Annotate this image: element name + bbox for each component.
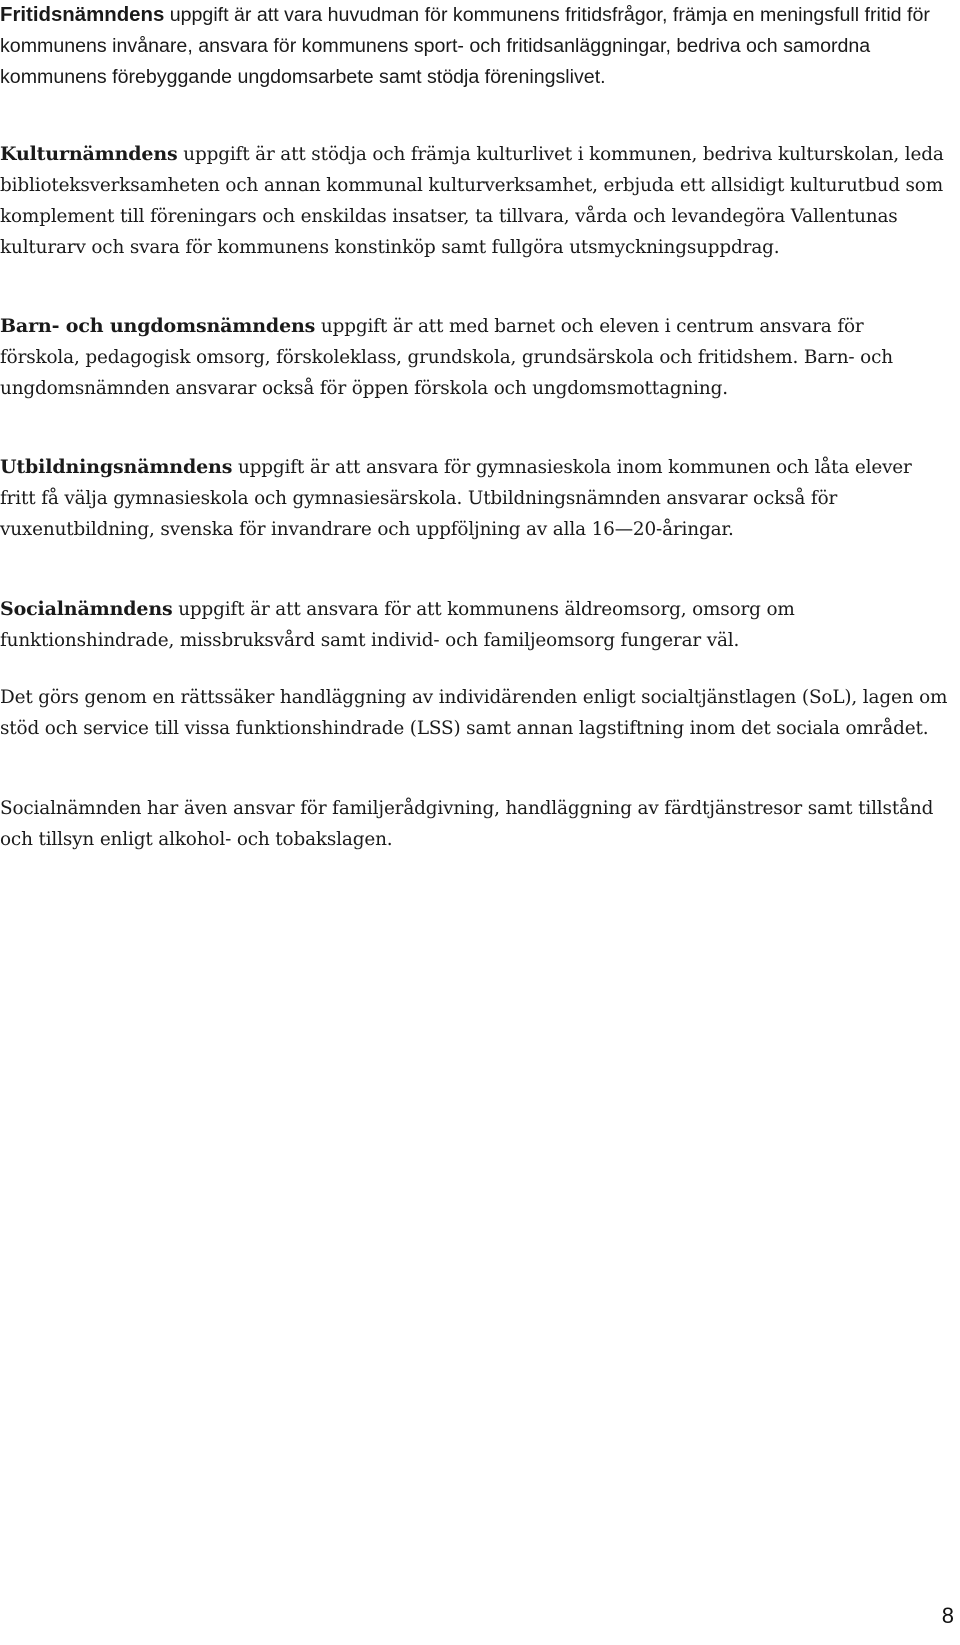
paragraph-fritidsnamnden: [0, 0, 948, 93]
paragraph-heading: Fritidsnämndens: [0, 4, 165, 26]
paragraph-heading: Utbildningsnämndens: [0, 456, 233, 478]
paragraph-text: uppgift är att ansvara för gymnasieskola inom kommunen och låta elever fritt få välja gymnasieskola och gymnasiesärskola. Utbildningsnämnden ansvarar också för vuxenutbildning, svenska för invandrare och uppföljning av alla 16—20-åringar.: [0, 457, 912, 540]
paragraph-socialnamnden: [0, 594, 948, 656]
page-number: 8: [941, 1603, 954, 1628]
paragraph-kulturnamnden: [0, 139, 948, 263]
paragraph-text: uppgift är att vara huvudman för kommunens fritidsfrågor, främja en meningsfull fritid för kommunens invånare, ansvara för kommunens sport- och fritidsanläggningar, bedriva och samordna kommunens förebyggande ungdomsarbete samt stödja föreningslivet.: [0, 4, 930, 88]
paragraph-heading: Barn- och ungdomsnämndens: [0, 315, 316, 337]
paragraph-text: uppgift är att med barnet och eleven i centrum ansvara för förskola, pedagogisk omsorg, förskoleklass, grundskola, grundsärskola och fritidshem. Barn- och ungdomsnämnden ansvarar också för öppen förskola och ungdomsmottagning.: [0, 316, 893, 399]
paragraph-barn-och-ungdomsnamnden: [0, 311, 948, 404]
paragraph-text: Socialnämnden har även ansvar för familjerådgivning, handläggning av färdtjänstresor samt tillstånd och tillsyn enligt alkohol- och tobakslagen.: [0, 798, 934, 850]
paragraph-rattssaker-handlaggning: [0, 682, 948, 744]
paragraph-text: Det görs genom en rättssäker handläggning av individärenden enligt socialtjänstlagen (SoL), lagen om stöd och service till vissa funktionshindrade (LSS) samt annan lagstiftning inom det sociala området.: [0, 687, 948, 739]
paragraph-heading: Socialnämndens: [0, 598, 173, 620]
paragraph-text: uppgift är att stödja och främja kulturlivet i kommunen, bedriva kulturskolan, leda biblioteksverksamheten och annan kommunal kulturverksamhet, erbjuda ett allsidigt kulturutbud som komplement till föreningars och enskildas insatser, ta tillvara, vårda och levandegöra Vallentunas kulturarv och svara för kommunens konstinköp samt fullgöra utsmyckningsuppdrag.: [0, 144, 944, 258]
paragraph-text: uppgift är att ansvara för att kommunens äldreomsorg, omsorg om funktionshindrade, missbruksvård samt individ- och familjeomsorg fungerar väl.: [0, 599, 795, 651]
paragraph-utbildningsnamnden: [0, 452, 948, 545]
paragraph-socialnamnden-ansvar: [0, 793, 948, 855]
paragraph-heading: Kulturnämndens: [0, 143, 178, 165]
